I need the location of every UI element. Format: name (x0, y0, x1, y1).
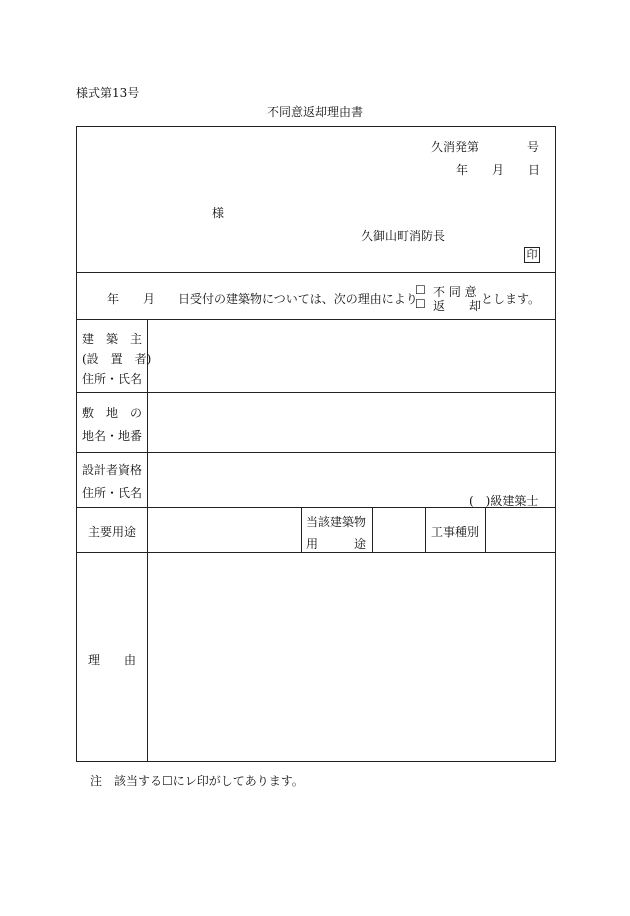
label-column-divider (147, 319, 148, 762)
option-disagree-label: 不 同 意 (433, 285, 477, 299)
work-type-field[interactable] (487, 509, 554, 551)
use-divider-4 (485, 507, 486, 552)
date-year: 年 (456, 163, 469, 177)
main-use-label: 主要用途 (88, 525, 137, 539)
owner-label-line2: (設 置 者) (82, 352, 152, 366)
divider-owner-bottom (76, 392, 556, 393)
use-divider-3 (425, 507, 426, 552)
date-month: 月 (492, 163, 505, 177)
site-label-line2: 地名・地番 (82, 429, 143, 443)
owner-value-field[interactable] (149, 321, 554, 391)
option-return-label: 返 却 (433, 299, 482, 313)
site-value-field[interactable] (149, 394, 554, 451)
owner-label-line3: 住所・氏名 (82, 372, 143, 386)
form-title: 不同意返却理由書 (267, 105, 364, 119)
date-day: 日 (528, 163, 541, 177)
statement-text: 日受付の建築物については、次の理由により (178, 292, 418, 306)
designer-label-line1: 設計者資格 (82, 463, 143, 477)
form-number: 様式第13号 (76, 86, 140, 100)
seal-mark: 印 (524, 247, 540, 263)
statement-ending: とします。 (481, 292, 541, 306)
issuer-title: 久御山町消防長 (361, 229, 446, 243)
main-use-field[interactable] (149, 509, 300, 551)
reason-field[interactable] (149, 554, 554, 760)
statement-month: 月 (143, 292, 156, 306)
divider-use-bottom (76, 552, 556, 553)
reason-label: 理 由 (88, 653, 137, 667)
divider-header-bottom (76, 272, 556, 273)
addressee-honorific: 様 (212, 206, 225, 220)
designer-value-field[interactable] (149, 454, 554, 490)
use-divider-2 (372, 507, 373, 552)
footer-note: 注 該当する☐にレ印がしてあります。 (90, 774, 304, 788)
building-use-label-line1: 当該建築物 (306, 515, 367, 529)
reference-prefix: 久消発第 (431, 140, 480, 154)
building-use-field[interactable] (374, 509, 424, 551)
designer-grade: ( )級建築士 (469, 494, 539, 508)
designer-label-line2: 住所・氏名 (82, 486, 143, 500)
reference-suffix: 号 (527, 140, 540, 154)
checkbox-disagree[interactable]: ☐ (415, 283, 426, 297)
building-use-label-line2: 用 途 (306, 537, 367, 551)
checkbox-return[interactable]: ☐ (415, 297, 426, 311)
use-divider-1 (301, 507, 302, 552)
divider-site-bottom (76, 452, 556, 453)
work-type-label: 工事種別 (431, 525, 480, 539)
owner-label-line1: 建 築 主 (82, 332, 143, 346)
statement-year: 年 (107, 292, 120, 306)
site-label-line1: 敷 地 の (82, 406, 143, 420)
divider-statement-bottom (76, 319, 556, 320)
